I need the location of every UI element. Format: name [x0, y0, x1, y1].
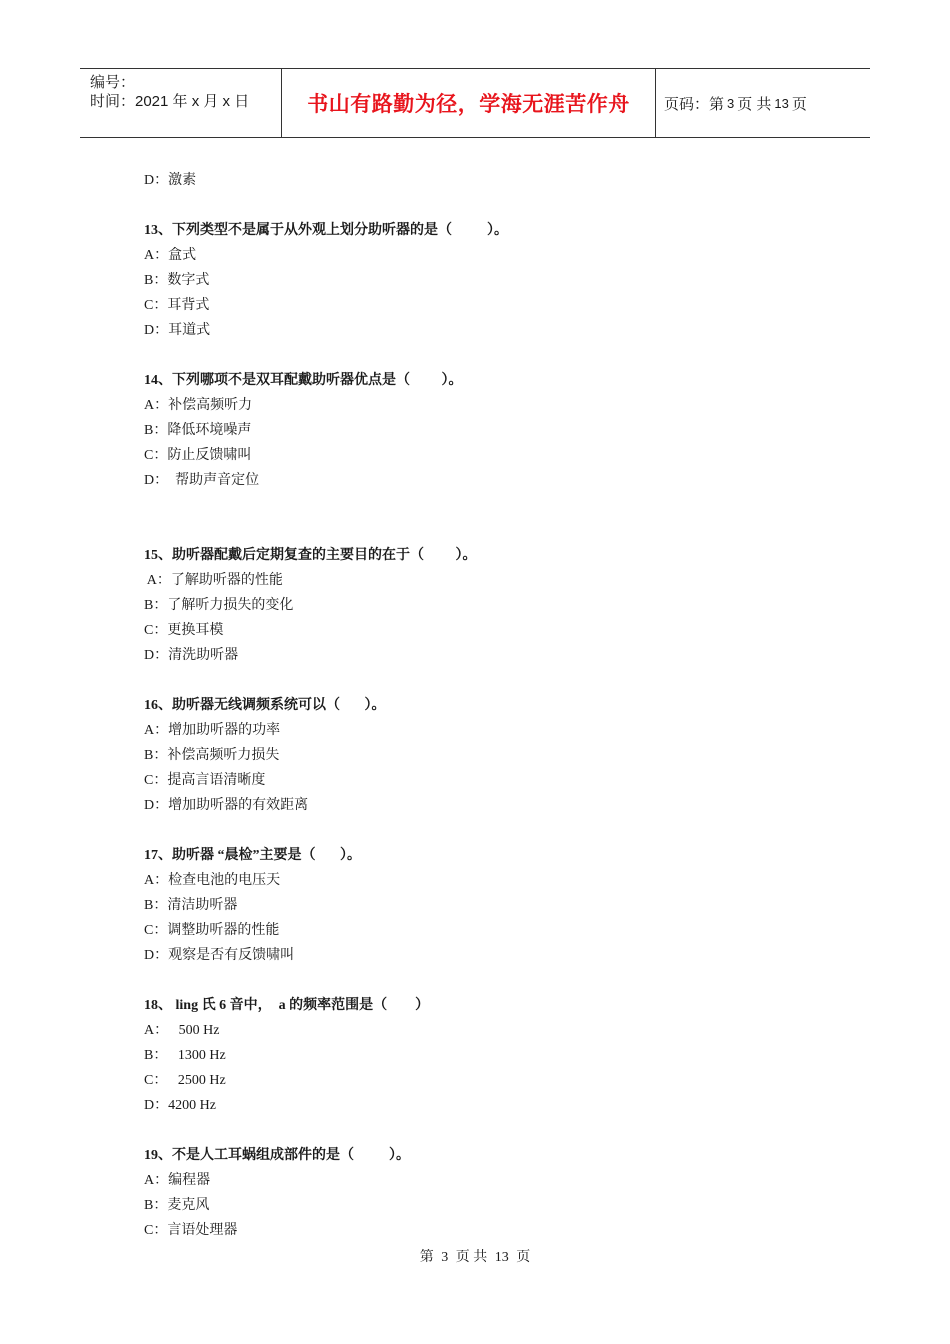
page-header [80, 68, 870, 138]
option-d: D：4200 Hz [144, 1098, 216, 1113]
option-c: C： 2500 Hz [144, 1073, 226, 1088]
option-c: C：提高言语清晰度 [144, 773, 266, 788]
document-number-label: 编号： [90, 74, 136, 91]
header-page-info [655, 69, 870, 137]
continued-option: D：激素 [144, 173, 197, 188]
question-15 [144, 543, 844, 668]
question-stem: 16、助听器无线调频系统可以（ ）。 [144, 698, 386, 713]
option-d: D：观察是否有反馈啸叫 [144, 948, 295, 963]
option-d: D： 帮助声音定位 [144, 473, 260, 488]
option-a: A：编程器 [144, 1173, 211, 1188]
question-stem: 13、下列类型不是属于从外观上划分助听器的是（ ）。 [144, 223, 508, 238]
option-a: A：增加助听器的功率 [144, 723, 281, 738]
option-c: C：防止反馈啸叫 [144, 448, 252, 463]
option-b: B：了解听力损失的变化 [144, 598, 294, 613]
option-b: B：降低环境噪声 [144, 423, 252, 438]
footer-total-pages: 13 [494, 1250, 509, 1265]
question-14 [144, 368, 844, 493]
page-mid: 页 共 [737, 95, 772, 113]
page-footer [0, 1246, 950, 1266]
option-a: A：检查电池的电压天 [144, 873, 281, 888]
question-stem: 15、助听器配戴后定期复查的主要目的在于（ ）。 [144, 548, 477, 563]
page-total: 13 [774, 95, 789, 111]
question-stem: 17、助听器 “晨检”主要是（ ）。 [144, 848, 361, 863]
option-a: A：盒式 [144, 248, 197, 263]
page-prefix: 页码：第 [664, 95, 725, 113]
option-c: C：言语处理器 [144, 1223, 238, 1238]
footer-mid: 页 共 [455, 1250, 488, 1265]
footer-prefix: 第 [419, 1250, 434, 1265]
question-19 [144, 1143, 844, 1243]
option-c: C：调整助听器的性能 [144, 923, 280, 938]
page-current: 3 [727, 95, 735, 111]
document-time-label: 时间：2021 年 x 月 x 日 [90, 93, 250, 110]
question-stem: 18、 ling 氏 6 音中， a 的频率范围是（ ） [144, 998, 430, 1013]
option-b: B：清洁助听器 [144, 898, 238, 913]
footer-current-page: 3 [441, 1250, 449, 1265]
option-b: B：数字式 [144, 273, 210, 288]
option-c: C：更换耳模 [144, 623, 224, 638]
page-suffix: 页 [791, 95, 807, 113]
option-b: B： 1300 Hz [144, 1048, 226, 1063]
option-d: D：增加助听器的有效距离 [144, 798, 309, 813]
header-info [80, 69, 280, 137]
option-a: A： 500 Hz [144, 1023, 220, 1038]
option-b: B：补偿高频听力损失 [144, 748, 280, 763]
question-17 [144, 843, 844, 968]
question-18 [144, 993, 844, 1118]
option-d: D：耳道式 [144, 323, 211, 338]
option-b: B：麦克风 [144, 1198, 210, 1213]
question-list [144, 168, 844, 1243]
question-stem: 14、下列哪项不是双耳配戴助听器优点是（ ）。 [144, 373, 463, 388]
option-a: A：了解助听器的性能 [144, 573, 283, 588]
question-stem: 19、不是人工耳蜗组成部件的是（ ）。 [144, 1148, 410, 1163]
header-motto: 书山有路勤为径，学海无涯苦作舟 [281, 69, 656, 137]
option-a: A：补偿高频听力 [144, 398, 253, 413]
question-13 [144, 218, 844, 343]
option-d: D：清洗助听器 [144, 648, 239, 663]
question-16 [144, 693, 844, 818]
footer-suffix: 页 [516, 1250, 531, 1265]
option-c: C：耳背式 [144, 298, 210, 313]
